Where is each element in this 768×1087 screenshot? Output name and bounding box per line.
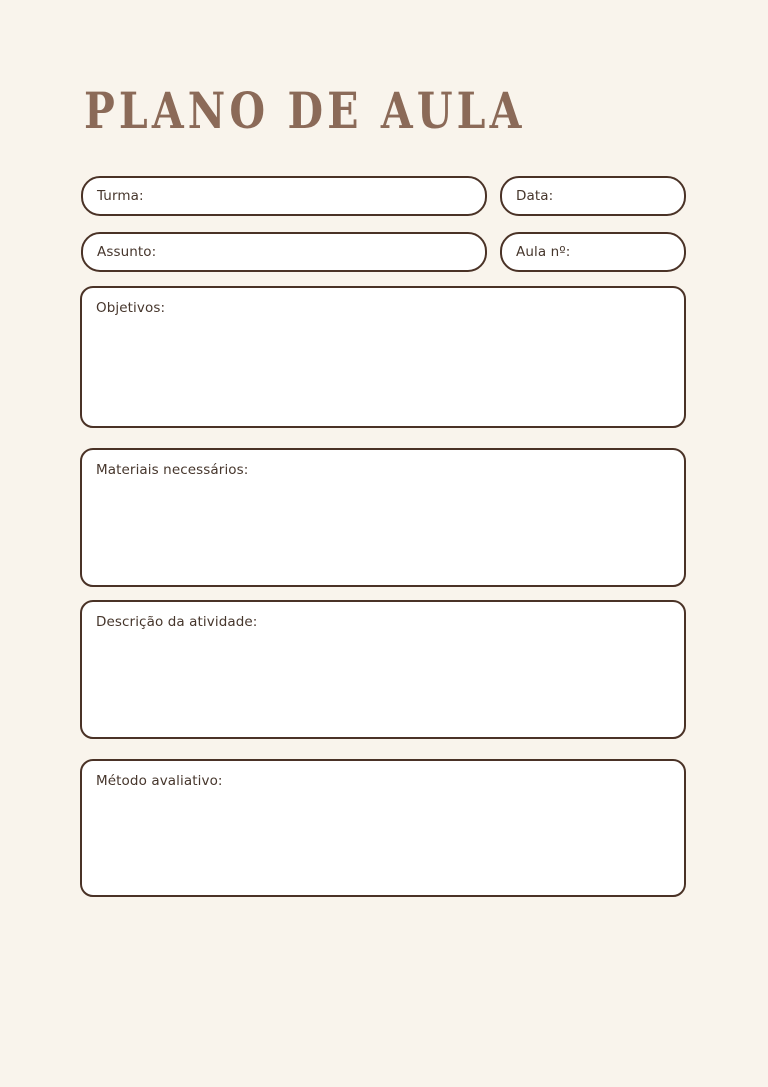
field-assunto[interactable] (81, 232, 487, 272)
field-objetivos-label: Objetivos: (96, 300, 166, 316)
page-title: PLANO DE AULA (84, 81, 526, 140)
field-materiais-necessarios[interactable] (80, 448, 686, 587)
field-metodo-avaliativo-label: Método avaliativo: (96, 773, 223, 789)
field-data-label: Data: (516, 188, 554, 204)
field-turma[interactable] (81, 176, 487, 216)
field-aula-numero[interactable] (500, 232, 686, 272)
field-objetivos[interactable] (80, 286, 686, 428)
field-descricao-atividade[interactable] (80, 600, 686, 739)
field-turma-label: Turma: (97, 188, 144, 204)
field-descricao-atividade-label: Descrição da atividade: (96, 614, 258, 630)
field-assunto-label: Assunto: (97, 244, 157, 260)
field-aula-numero-label: Aula nº: (516, 244, 571, 260)
field-data[interactable] (500, 176, 686, 216)
field-metodo-avaliativo[interactable] (80, 759, 686, 897)
field-materiais-necessarios-label: Materiais necessários: (96, 462, 249, 478)
